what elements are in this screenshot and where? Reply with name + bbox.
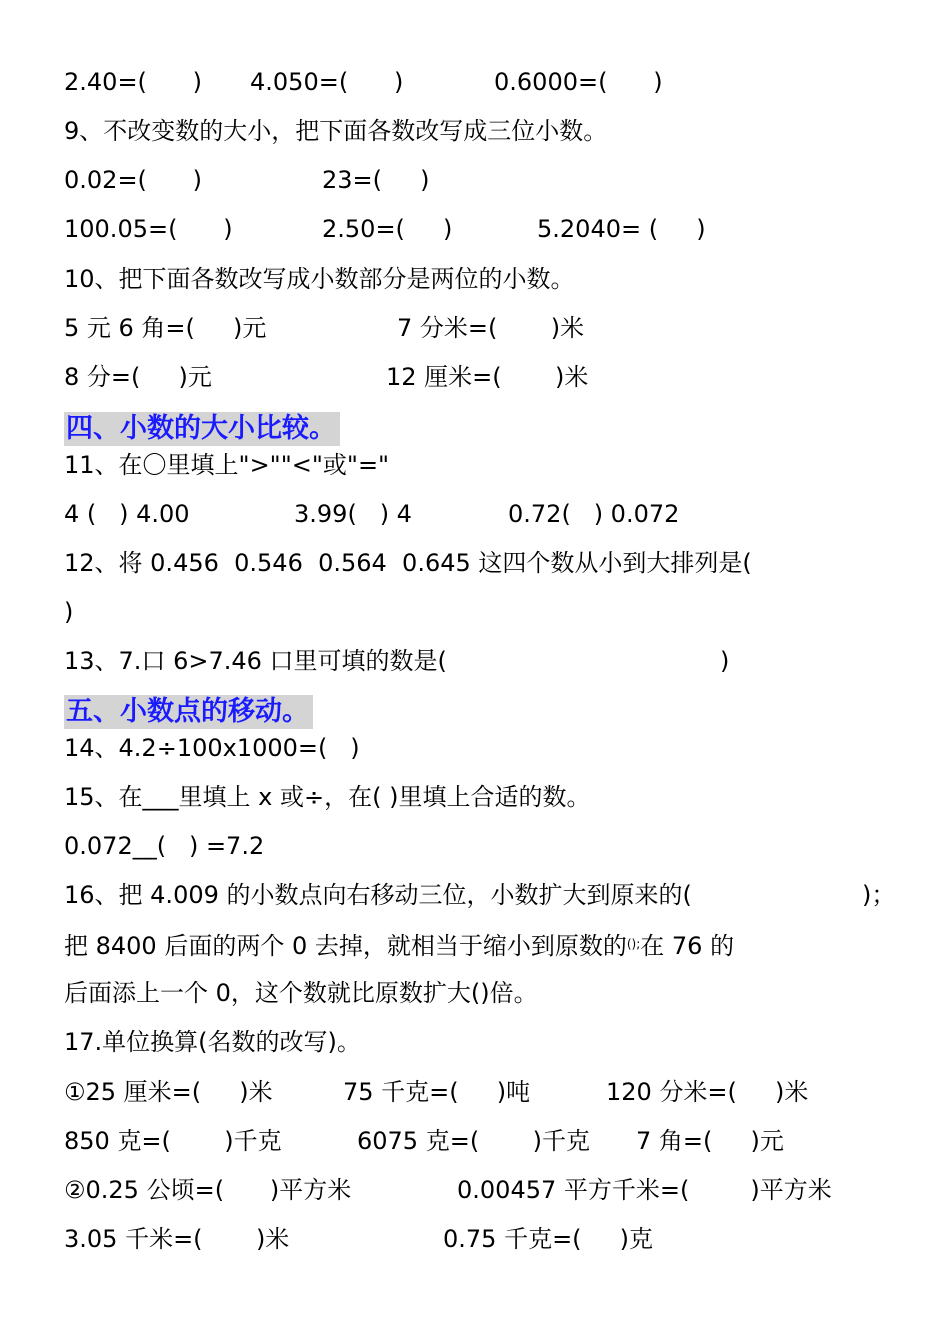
q15-item: 0.072__( ) =7.2 [64, 832, 265, 860]
question-16-line3: 后面添上一个 0，这个数就比原数扩大()倍。 [64, 979, 538, 1007]
q17-item-qianke2: 0.75 千克=( )克 [443, 1225, 654, 1253]
q17-item-jiao: 7 角=( )元 [636, 1127, 784, 1155]
q16-line2-suffix: 在 76 的 [640, 932, 735, 960]
question-12-close: ) [64, 598, 74, 626]
q16-line2-prefix: 把 8400 后面的两个 0 去掉，就相当于缩小到原数的 [64, 932, 627, 960]
q17-item-qianke: 75 千克=( )吨 [343, 1078, 531, 1106]
q17-item-ke2: 6075 克=( )千克 [357, 1127, 590, 1155]
section-heading-4: 四、小数的大小比较。 [64, 412, 340, 446]
section-heading-5: 五、小数点的移动。 [64, 695, 313, 729]
q9-item-0.02: 0.02=( ) [64, 166, 203, 194]
question-13: 13、7.口 6>7.46 口里可填的数是( [64, 647, 447, 675]
question-13-close: ) [720, 647, 730, 675]
question-17: 17.单位换算(名数的改写)。 [64, 1028, 361, 1056]
q17-item-limi: ①25 厘米=( )米 [64, 1078, 273, 1106]
q16-small-blank: (); [626, 937, 641, 951]
q10-item-fen: 8 分=( )元 [64, 363, 212, 391]
question-14: 14、4.2÷100x1000=( ) [64, 734, 360, 762]
question-11: 11、在〇里填上">""<"或"=" [64, 451, 390, 479]
question-15: 15、在___里填上 x 或÷，在( )里填上合适的数。 [64, 783, 591, 811]
q11-item-1: 4 ( ) 4.00 [64, 500, 190, 528]
question-16-line2 [64, 929, 734, 961]
convert-4.050: 4.050=( ) [250, 68, 404, 96]
q10-item-limi: 12 厘米=( )米 [386, 363, 589, 391]
question-12: 12、将 0.456 0.546 0.564 0.645 这四个数从小到大排列是( [64, 549, 752, 577]
q9-item-2.50: 2.50=( ) [322, 215, 453, 243]
q9-item-100.05: 100.05=( ) [64, 215, 233, 243]
question-16: 16、把 4.009 的小数点向右移动三位，小数扩大到原来的( [64, 881, 692, 909]
q17-item-ke: 850 克=( )千克 [64, 1127, 282, 1155]
question-10: 10、把下面各数改写成小数部分是两位的小数。 [64, 265, 575, 293]
q17-item-gongqing: ②0.25 公顷=( )平方米 [64, 1176, 352, 1204]
question-9: 9、不改变数的大小，把下面各数改写成三位小数。 [64, 117, 608, 145]
q17-item-fenmi: 120 分米=( )米 [606, 1078, 809, 1106]
q9-item-5.2040: 5.2040= ( ) [537, 215, 706, 243]
convert-2.40: 2.40=( ) [64, 68, 203, 96]
q10-item-yuan-jiao: 5 元 6 角=( )元 [64, 314, 267, 342]
question-16-close: )； [862, 881, 896, 909]
q11-item-2: 3.99( ) 4 [294, 500, 412, 528]
convert-0.6000: 0.6000=( ) [494, 68, 663, 96]
q17-item-qianmi: 3.05 千米=( )米 [64, 1225, 290, 1253]
q9-item-23: 23=( ) [322, 166, 430, 194]
q17-item-pingfangqianmi: 0.00457 平方千米=( )平方米 [457, 1176, 832, 1204]
q11-item-3: 0.72( ) 0.072 [508, 500, 680, 528]
q10-item-fenmi: 7 分米=( )米 [397, 314, 585, 342]
